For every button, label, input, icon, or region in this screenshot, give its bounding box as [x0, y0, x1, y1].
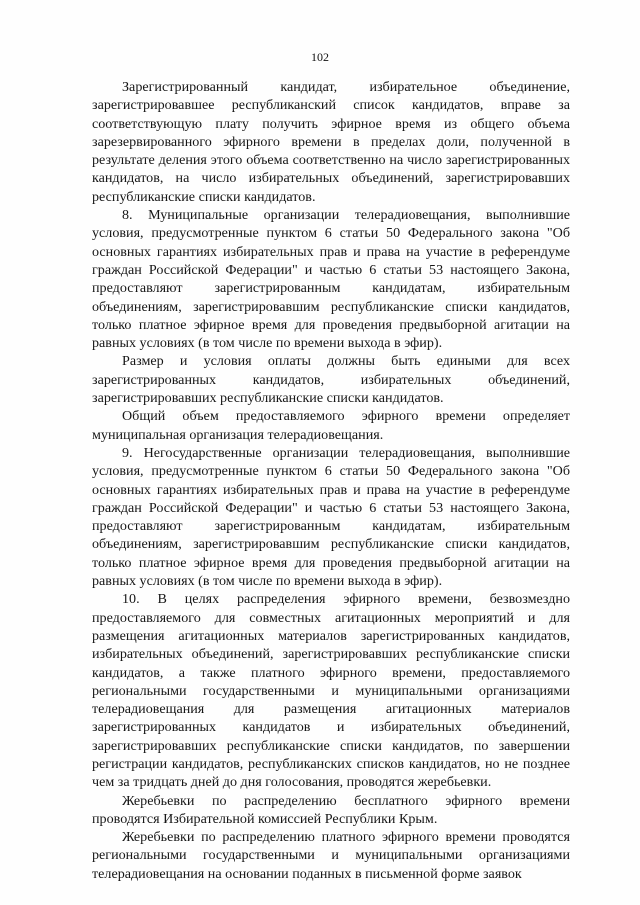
- paragraph-non-state-broadcasters: 9. Негосударственные организации телерадиовещания, выполнившие условия, предусмотренные пунктом 6 статьи 50 Федерального закона "Об основных гарантиях избирательных прав и права на участие в референдуме граждан Российской Федерации" и частью 6 статьи 53 настоящего Закона, предоставляют зарегистрированным кандидатам, избирательным объединениям, зарегистрировавшим республиканские списки кандидатов, только платное эфирное время для проведения предвыборной агитации на равных условиях (в том числе по времени выхода в эфир).: [92, 444, 570, 590]
- page-number: 102: [311, 50, 329, 64]
- document-body: [92, 78, 570, 883]
- paragraph-total-airtime: Общий объем предоставляемого эфирного времени определяет муниципальная организация телерадиовещания.: [92, 408, 570, 443]
- paragraph-paid-airtime-draw: Жеребьевки по распределению платного эфирного времени проводятся региональными государственными и муниципальными организациями телерадиовещания на основании поданных в письменной форме заявок: [92, 829, 570, 882]
- paragraph-registered-candidate-airtime: Зарегистрированный кандидат, избирательное объединение, зарегистрировавшее республиканский список кандидатов, вправе за соответствующую плату получить эфирное время из общего объема зарезервированного эфирного времени в пределах доли, полученной в результате деления этого объема соответственно на число зарегистрированных кандидатов, на число избирательных объединений, зарегистрировавших республиканские списки кандидатов.: [92, 79, 570, 205]
- paragraph-free-airtime-draw: Жеребьевки по распределению бесплатного эфирного времени проводятся Избирательной комиссией Республики Крым.: [92, 792, 570, 827]
- paragraph-payment-terms: Размер и условия оплаты должны быть едиными для всех зарегистрированных кандидатов, избирательных объединений, зарегистрировавших республиканские списки кандидатов.: [92, 353, 570, 407]
- paragraph-municipal-broadcasters: 8. Муниципальные организации телерадиовещания, выполнившие условия, предусмотренные пунктом 6 статьи 50 Федерального закона "Об основных гарантиях избирательных прав и права на участие в референдуме граждан Российской Федерации" и частью 6 статьи 53 настоящего Закона, предоставляют зарегистрированным кандидатам, избирательным объединениям, зарегистрировавшим республиканские списки кандидатов, только платное эфирное время для проведения предвыборной агитации на равных условиях (в том числе по времени выхода в эфир).: [92, 207, 570, 352]
- paragraph-airtime-distribution: 10. В целях распределения эфирного времени, безвозмездно предоставляемого для совместных агитационных мероприятий и для размещения агитационных материалов зарегистрированных кандидатов, избирательных объединений, зарегистрировавших республиканские списки кандидатов, а также платного эфирного времени, предоставляемого региональными государственными и муниципальными организациями телерадиовещания для размещения агитационных материалов зарегистрированных кандидатов и избирательных объединений, зарегистрировавших республиканские списки кандидатов, по завершении регистрации кандидатов, республиканских списков кандидатов, но не позднее чем за тридцать дней до дня голосования, проводятся жеребьевки.: [92, 591, 570, 791]
